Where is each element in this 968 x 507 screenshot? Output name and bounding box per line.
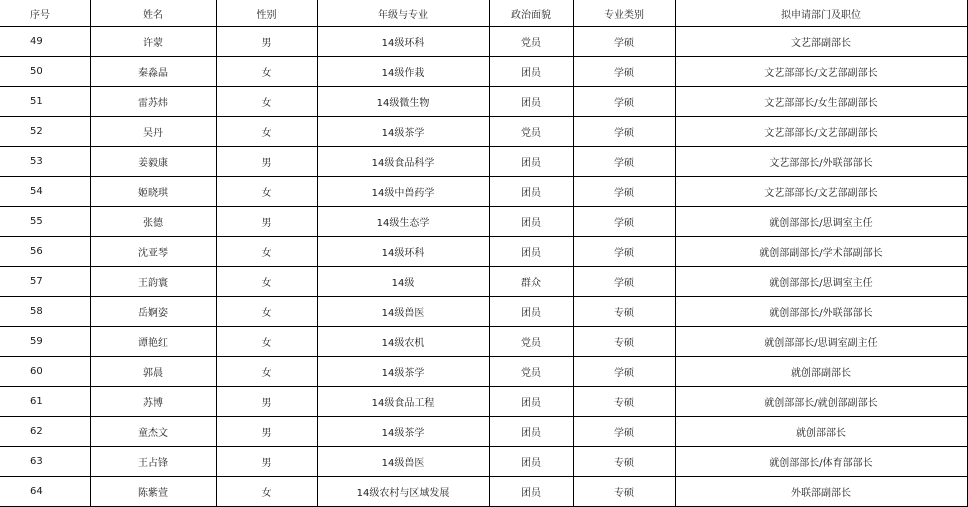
col-degree-type-cell: 学硕 [573, 417, 675, 447]
col-gender-cell: 男 [216, 447, 317, 477]
col-desired-position-cell: 文艺部部长/文艺部副部长 [675, 57, 967, 87]
col-grade-major-cell: 14级茶学 [317, 117, 489, 147]
col-political-status-cell: 党员 [489, 117, 573, 147]
col-grade-major-cell: 14级兽医 [317, 297, 489, 327]
col-grade-major-cell: 14级环科 [317, 27, 489, 57]
col-gender-cell: 男 [216, 207, 317, 237]
header-col-number: 序号 [0, 0, 90, 27]
col-desired-position-cell: 文艺部部长/外联部部长 [675, 147, 967, 177]
col-number-cell: 50 [0, 57, 90, 87]
col-grade-major-cell: 14级兽医 [317, 447, 489, 477]
col-political-status-cell: 团员 [489, 57, 573, 87]
col-political-status-cell: 团员 [489, 237, 573, 267]
col-gender-cell: 男 [216, 387, 317, 417]
col-number-cell: 57 [0, 267, 90, 297]
col-political-status-cell: 团员 [489, 207, 573, 237]
col-grade-major-cell: 14级中兽药学 [317, 177, 489, 207]
col-grade-major-cell: 14级农村与区域发展 [317, 477, 489, 507]
col-name-cell: 秦淼晶 [90, 57, 216, 87]
table-row [0, 327, 967, 357]
table-row [0, 57, 967, 87]
col-name-cell: 王占锋 [90, 447, 216, 477]
col-desired-position-cell: 就创部副部长/学术部副部长 [675, 237, 967, 267]
col-degree-type-cell: 专硕 [573, 447, 675, 477]
col-desired-position-cell: 就创部部长/外联部部长 [675, 297, 967, 327]
col-number-cell: 63 [0, 447, 90, 477]
table-row [0, 147, 967, 177]
col-desired-position-cell: 就创部部长/思调室副主任 [675, 327, 967, 357]
col-gender-cell: 女 [216, 267, 317, 297]
table-row [0, 387, 967, 417]
col-degree-type-cell: 学硕 [573, 207, 675, 237]
col-number-cell: 64 [0, 477, 90, 507]
col-name-cell: 陈紫萱 [90, 477, 216, 507]
col-desired-position-cell: 就创部部长/体育部部长 [675, 447, 967, 477]
col-name-cell: 岳婀姿 [90, 297, 216, 327]
col-name-cell: 沈亚琴 [90, 237, 216, 267]
col-name-cell: 苏博 [90, 387, 216, 417]
table-row [0, 117, 967, 147]
col-number-cell: 49 [0, 27, 90, 57]
col-political-status-cell: 团员 [489, 417, 573, 447]
col-degree-type-cell: 学硕 [573, 57, 675, 87]
col-degree-type-cell: 学硕 [573, 357, 675, 387]
col-number-cell: 60 [0, 357, 90, 387]
header-col-name: 姓名 [90, 0, 216, 27]
table-row [0, 27, 967, 57]
col-political-status-cell: 团员 [489, 447, 573, 477]
table-row [0, 447, 967, 477]
col-number-cell: 51 [0, 87, 90, 117]
col-gender-cell: 女 [216, 237, 317, 267]
col-desired-position-cell: 就创部部长/就创部副部长 [675, 387, 967, 417]
col-name-cell: 雷苏炜 [90, 87, 216, 117]
col-degree-type-cell: 专硕 [573, 477, 675, 507]
col-grade-major-cell: 14级食品科学 [317, 147, 489, 177]
col-grade-major-cell: 14级作栽 [317, 57, 489, 87]
col-political-status-cell: 团员 [489, 147, 573, 177]
col-name-cell: 郭晨 [90, 357, 216, 387]
col-grade-major-cell: 14级微生物 [317, 87, 489, 117]
col-name-cell: 姜毅康 [90, 147, 216, 177]
col-gender-cell: 男 [216, 147, 317, 177]
col-name-cell: 童杰文 [90, 417, 216, 447]
col-political-status-cell: 团员 [489, 477, 573, 507]
col-gender-cell: 女 [216, 297, 317, 327]
col-political-status-cell: 党员 [489, 27, 573, 57]
header-col-grade-major: 年级与专业 [317, 0, 489, 27]
col-degree-type-cell: 专硕 [573, 387, 675, 417]
col-number-cell: 53 [0, 147, 90, 177]
col-grade-major-cell: 14级食品工程 [317, 387, 489, 417]
col-degree-type-cell: 学硕 [573, 27, 675, 57]
col-number-cell: 52 [0, 117, 90, 147]
col-number-cell: 61 [0, 387, 90, 417]
col-desired-position-cell: 就创部部长/思调室主任 [675, 267, 967, 297]
col-political-status-cell: 团员 [489, 297, 573, 327]
header-row [0, 0, 967, 27]
col-number-cell: 62 [0, 417, 90, 447]
col-degree-type-cell: 学硕 [573, 267, 675, 297]
col-grade-major-cell: 14级 [317, 267, 489, 297]
col-political-status-cell: 团员 [489, 87, 573, 117]
col-grade-major-cell: 14级生态学 [317, 207, 489, 237]
col-number-cell: 58 [0, 297, 90, 327]
col-name-cell: 谭艳红 [90, 327, 216, 357]
table-row [0, 177, 967, 207]
col-gender-cell: 男 [216, 27, 317, 57]
table-row [0, 297, 967, 327]
col-gender-cell: 男 [216, 417, 317, 447]
table-row [0, 207, 967, 237]
col-gender-cell: 女 [216, 357, 317, 387]
header-col-degree-type: 专业类别 [573, 0, 675, 27]
col-number-cell: 54 [0, 177, 90, 207]
col-name-cell: 吴丹 [90, 117, 216, 147]
col-desired-position-cell: 就创部部长/思调室主任 [675, 207, 967, 237]
col-number-cell: 59 [0, 327, 90, 357]
col-name-cell: 张德 [90, 207, 216, 237]
col-desired-position-cell: 就创部副部长 [675, 357, 967, 387]
table-row [0, 87, 967, 117]
col-gender-cell: 女 [216, 477, 317, 507]
col-name-cell: 王韵寰 [90, 267, 216, 297]
table-row [0, 357, 967, 387]
col-gender-cell: 女 [216, 87, 317, 117]
col-desired-position-cell: 文艺部部长/女生部副部长 [675, 87, 967, 117]
header-col-political-status: 政治面貌 [489, 0, 573, 27]
col-gender-cell: 女 [216, 117, 317, 147]
col-desired-position-cell: 文艺部副部长 [675, 27, 967, 57]
col-desired-position-cell: 就创部部长 [675, 417, 967, 447]
col-degree-type-cell: 专硕 [573, 297, 675, 327]
col-grade-major-cell: 14级茶学 [317, 417, 489, 447]
col-political-status-cell: 群众 [489, 267, 573, 297]
table-row [0, 237, 967, 267]
col-political-status-cell: 团员 [489, 387, 573, 417]
table-body [0, 27, 967, 507]
header-col-gender: 性别 [216, 0, 317, 27]
col-degree-type-cell: 学硕 [573, 117, 675, 147]
col-political-status-cell: 党员 [489, 357, 573, 387]
col-desired-position-cell: 外联部副部长 [675, 477, 967, 507]
col-name-cell: 许蒙 [90, 27, 216, 57]
col-degree-type-cell: 专硕 [573, 327, 675, 357]
col-grade-major-cell: 14级环科 [317, 237, 489, 267]
table-row [0, 417, 967, 447]
col-grade-major-cell: 14级茶学 [317, 357, 489, 387]
col-number-cell: 56 [0, 237, 90, 267]
col-number-cell: 55 [0, 207, 90, 237]
col-degree-type-cell: 学硕 [573, 147, 675, 177]
col-grade-major-cell: 14级农机 [317, 327, 489, 357]
header-col-desired-position: 拟申请部门及职位 [675, 0, 967, 27]
col-degree-type-cell: 学硕 [573, 177, 675, 207]
col-degree-type-cell: 学硕 [573, 87, 675, 117]
col-gender-cell: 女 [216, 177, 317, 207]
col-gender-cell: 女 [216, 57, 317, 87]
table-row [0, 267, 967, 297]
col-gender-cell: 女 [216, 327, 317, 357]
col-name-cell: 姬晓琪 [90, 177, 216, 207]
table-row [0, 477, 967, 507]
col-desired-position-cell: 文艺部部长/文艺部副部长 [675, 177, 967, 207]
col-degree-type-cell: 学硕 [573, 237, 675, 267]
col-desired-position-cell: 文艺部部长/文艺部副部长 [675, 117, 967, 147]
col-political-status-cell: 团员 [489, 177, 573, 207]
col-political-status-cell: 党员 [489, 327, 573, 357]
